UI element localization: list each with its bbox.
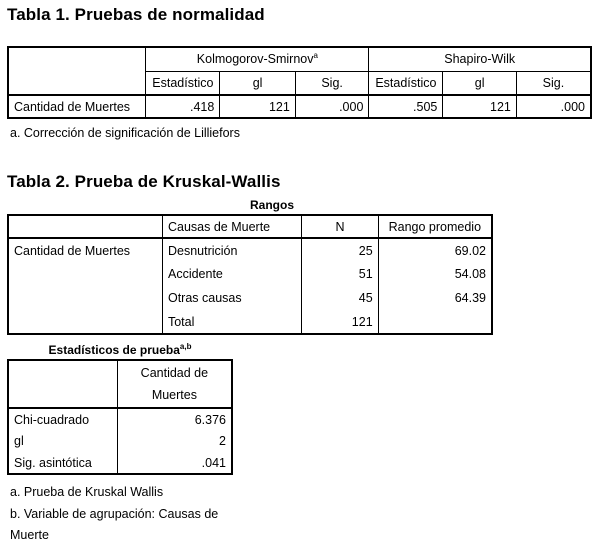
n-cell-total: 121 xyxy=(302,310,378,334)
header-ks-gl: gl xyxy=(220,71,296,95)
ranks-corner-cell xyxy=(8,215,162,238)
header-ks-sig: Sig. xyxy=(295,71,369,95)
ranks-caption: Rangos xyxy=(249,198,294,212)
ranks-row-label: Cantidad de Muertes xyxy=(8,238,162,262)
table2-title: Tabla 2. Prueba de Kruskal-Wallis xyxy=(7,172,281,191)
table3-footnote-b2: Muerte xyxy=(10,528,49,542)
header-ks-stat: Estadístico xyxy=(146,71,220,95)
n-cell: 51 xyxy=(302,262,378,286)
test-stats-corner-cell xyxy=(8,360,117,408)
table1-footnote: a. Corrección de significación de Lilliefors xyxy=(10,126,240,140)
ks-group-header: Kolmogorov-Smirnov$^a$ xyxy=(146,47,369,71)
header-sw-stat: Estadístico xyxy=(369,71,443,95)
test-stats-caption: Estadísticos de prueba$^{a,b}$ xyxy=(48,342,192,357)
test-stats-table xyxy=(7,359,233,475)
rank-cell: 54.08 xyxy=(378,262,492,286)
ks-gl-value: 121 xyxy=(220,95,296,118)
sw-group-header: Shapiro-Wilk xyxy=(369,47,591,71)
ks-sig-value: .000 xyxy=(295,95,369,118)
stat-label: gl xyxy=(8,430,117,452)
ranks-table xyxy=(7,214,493,335)
n-cell: 25 xyxy=(302,238,378,262)
header-mean-rank: Rango promedio xyxy=(378,215,492,238)
normality-table xyxy=(7,46,592,119)
sw-sig-value: .000 xyxy=(516,95,591,118)
header-deaths xyxy=(117,360,232,408)
rank-cell-total xyxy=(378,310,492,334)
cause-cell: Desnutrición xyxy=(162,238,302,262)
rank-cell: 64.39 xyxy=(378,286,492,310)
cause-cell-total: Total xyxy=(162,310,302,334)
cause-cell: Accidente xyxy=(162,262,302,286)
table3-footnote-b1: b. Variable de agrupación: Causas de xyxy=(10,507,219,521)
cause-cell: Otras causas xyxy=(162,286,302,310)
table1-title: Tabla 1. Pruebas de normalidad xyxy=(7,5,265,24)
stat-label: Sig. asintótica xyxy=(8,452,117,474)
header-sw-sig: Sig. xyxy=(516,71,591,95)
header-n: N xyxy=(302,215,378,238)
sw-gl-value: 121 xyxy=(443,95,517,118)
ks-stat-value: .418 xyxy=(146,95,220,118)
header-sw-gl: gl xyxy=(443,71,517,95)
ranks-empty-label xyxy=(8,262,162,286)
corner-cell xyxy=(8,47,146,71)
corner-cell-lower xyxy=(8,71,146,95)
stat-value: 6.376 xyxy=(117,408,232,430)
stat-value: .041 xyxy=(117,452,232,474)
sw-stat-value: .505 xyxy=(369,95,443,118)
stat-value: 2 xyxy=(117,430,232,452)
header-cause: Causas de Muerte xyxy=(162,215,302,238)
n-cell: 45 xyxy=(302,286,378,310)
rank-cell: 69.02 xyxy=(378,238,492,262)
ranks-empty-label xyxy=(8,310,162,334)
header-deaths-line1: Cantidad de xyxy=(140,366,209,380)
ranks-empty-label xyxy=(8,286,162,310)
row-label: Cantidad de Muertes xyxy=(8,95,146,118)
header-deaths-line2: Muertes xyxy=(151,388,197,402)
table3-footnote-a: a. Prueba de Kruskal Wallis xyxy=(10,485,164,499)
stat-label: Chi-cuadrado xyxy=(8,408,117,430)
